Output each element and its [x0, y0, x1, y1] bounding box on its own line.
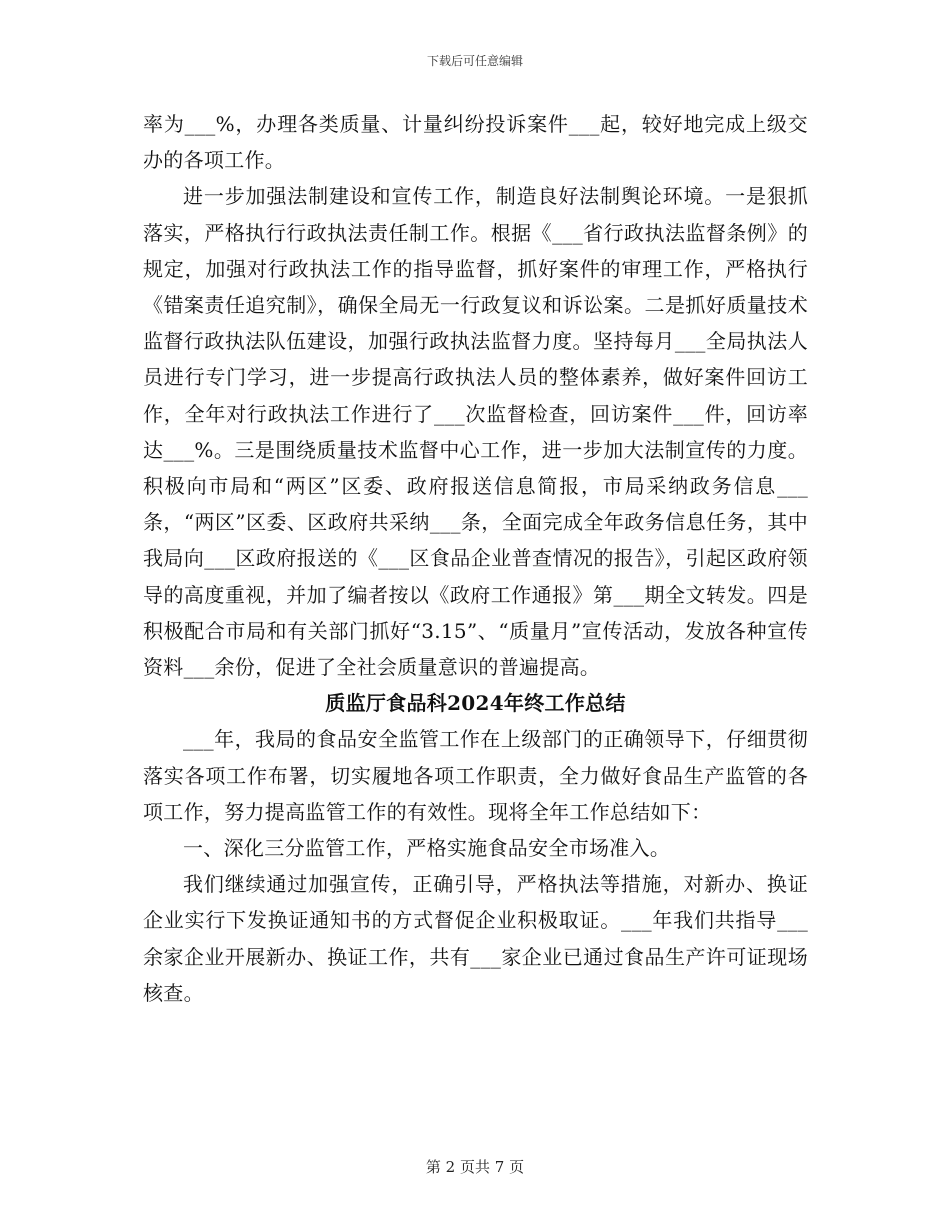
paragraph-heading-one: 一、深化三分监管工作，严格实施食品安全市场准入。 — [183, 836, 671, 861]
paragraph-market-access: 我们继续通过加强宣传，正确引导，严格执法等措施，对新办、换证企业实行下发换证通知书的方式督促企业积极取证。___年我们共指导___余家企业开展新办、换证工作，共有___家企业已通过食品生产许可证现场核查。 — [143, 872, 808, 1005]
page-header: 下载后可任意编辑 — [426, 54, 523, 68]
paragraph-intro: ___年，我局的食品安全监管工作在上级部门的正确领导下，仔细贯彻落实各项工作布署，切实履地各项工作职责，全力做好食品生产监管的各项工作，努力提高监管工作的有效性。现将全年工作总结如下： — [143, 727, 808, 824]
paragraph-legal-construction: 进一步加强法制建设和宣传工作，制造良好法制舆论环境。一是狠抓落实，严格执行行政执法责任制工作。根据《___省行政执法监督条例》的规定，加强对行政执法工作的指导监督，抓好案件的审理工作，严格执行《错案责任追究制》，确保全局无一行政复议和诉讼案。二是抓好质量技术监督行政执法队伍建设，加强行政执法监督力度。坚持每月___全局执法人员进行专门学习，进一步提高行政执法人员的整体素养，做好案件回访工作，全年对行政执法工作进行了___次监督检查，回访案件___件，回访率达___%。三是围绕质量技术监督中心工作，进一步加大法制宣传的力度。积极向市局和“两区”区委、政府报送信息简报，市局采纳政务信息___条，“两区”区委、区政府共采纳___条，全面完成全年政务信息任务，其中我局向___区政府报送的《___区食品企业普查情况的报告》，引起区政府领导的高度重视，并加了编者按以《政府工作通报》第___期全文转发。四是积极配合市局和有关部门抓好“3.15”、“质量月”宣传活动，发放各种宣传资料___余份，促进了全社会质量意识的普遍提高。 — [143, 184, 808, 680]
section-title: 质监厅食品科2024年终工作总结 — [325, 691, 626, 716]
paragraph-continuation: 率为___%，办理各类质量、计量纠纷投诉案件___起，较好地完成上级交办的各项工作。 — [143, 112, 808, 173]
document-body — [143, 106, 808, 1011]
page-number-footer: 第 2 页共 7 页 — [425, 1158, 525, 1176]
